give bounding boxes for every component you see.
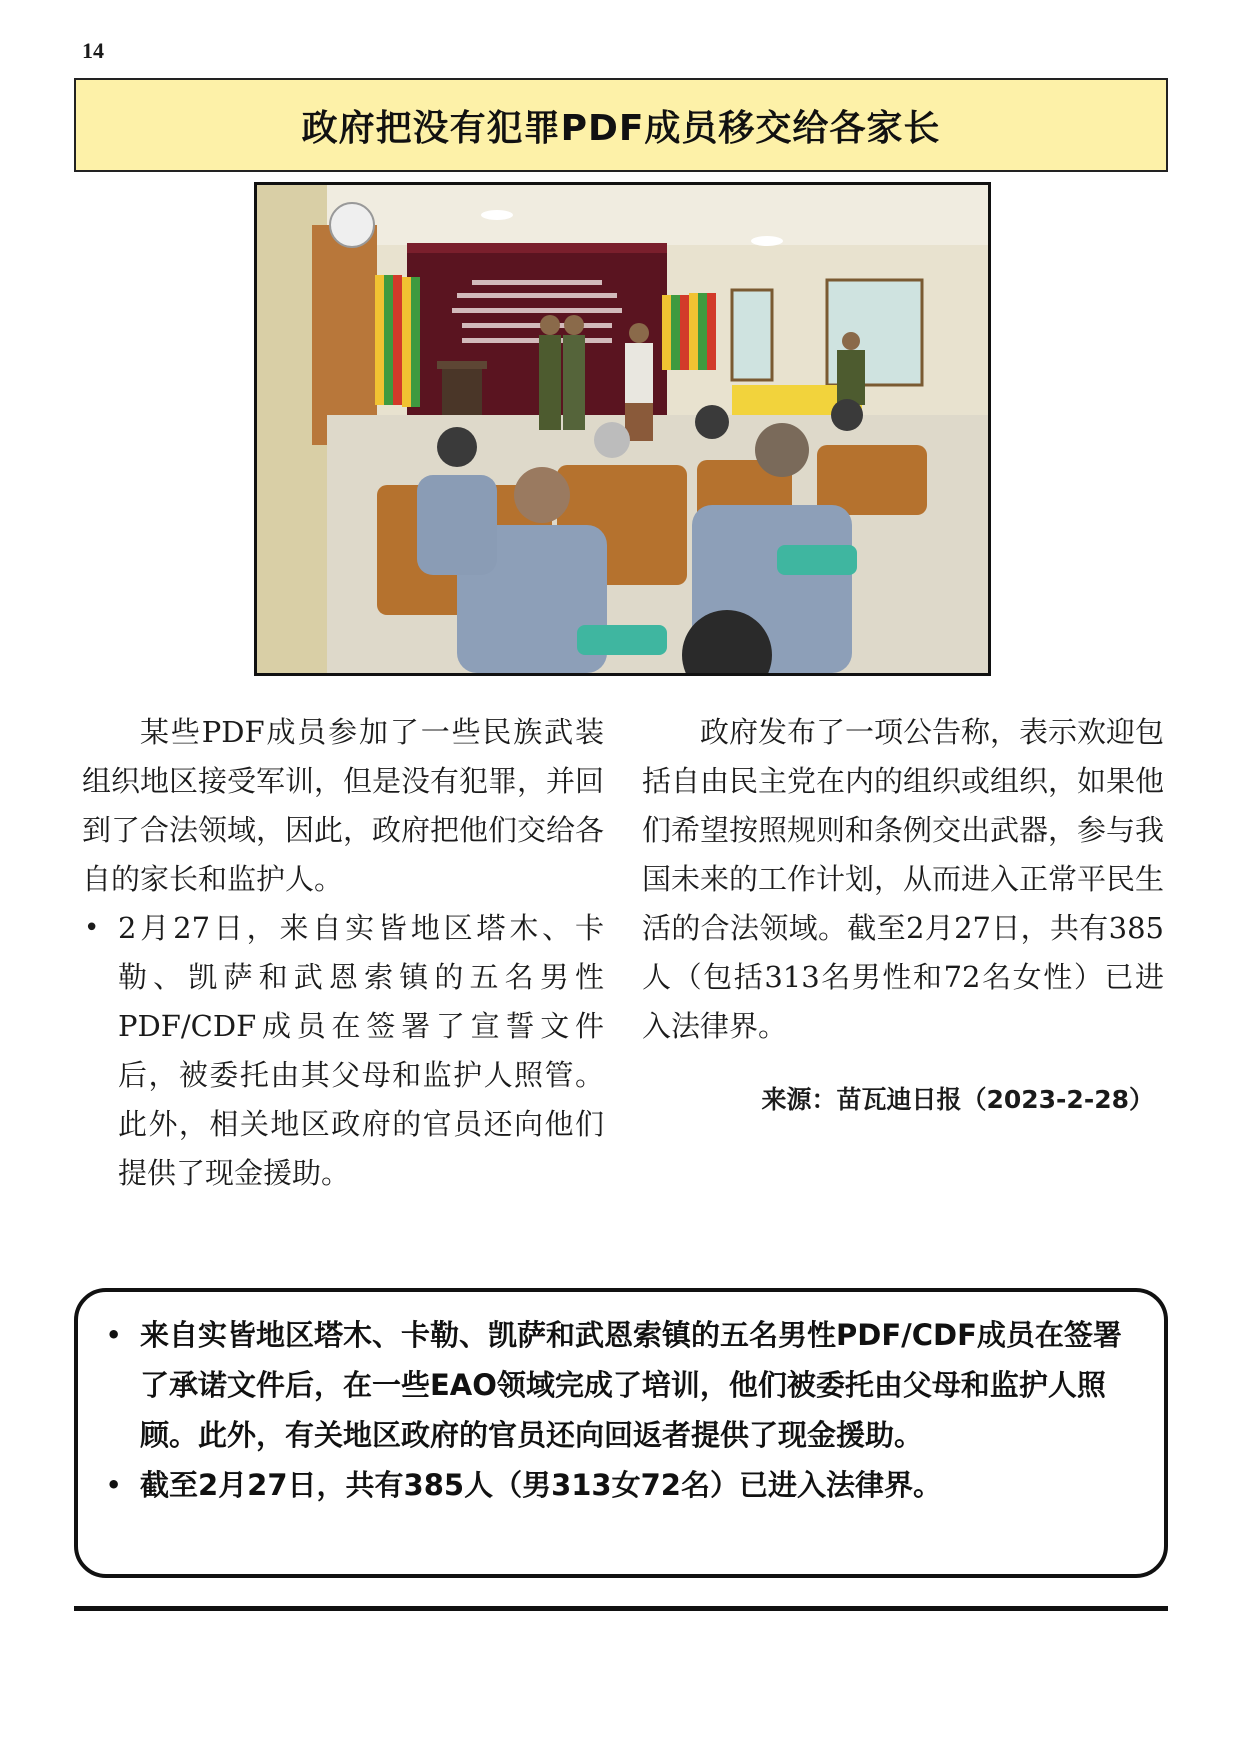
left-bullet-list bbox=[82, 904, 604, 1198]
page-title: 政府把没有犯罪PDF成员移交给各家长 bbox=[301, 107, 941, 149]
left-column bbox=[82, 708, 604, 1198]
summary-list bbox=[106, 1310, 1144, 1510]
photo-illustration bbox=[257, 185, 988, 673]
summary-item: • 来自实皆地区塔木、卡勒、凯萨和武恩索镇的五名男性PDF/CDF成员在签署了承诺文件后，在一些EAO领域完成了培训，他们被委托由父母和监护人照顾。此外，有关地区政府的官员还向回返者提供了现金援助。 bbox=[106, 1310, 1144, 1460]
announcement-paragraph: 政府发布了一项公告称，表示欢迎包括自由民主党在内的组织或组织，如果他们希望按照规则和条例交出武器，参与我国未来的工作计划，从而进入正常平民生活的合法领域。截至2月27日，共有385人（包括313名男性和72名女性）已进入法律界。 bbox=[642, 715, 1165, 1043]
handover-ceremony-photo bbox=[254, 182, 991, 676]
page-number: 14 bbox=[82, 38, 104, 63]
bottom-divider bbox=[74, 1606, 1168, 1611]
summary-box bbox=[74, 1288, 1168, 1578]
intro-paragraph: 某些PDF成员参加了一些民族武装组织地区接受军训，但是没有犯罪，并回到了合法领域，因此，政府把他们交给各自的家长和监护人。 bbox=[82, 715, 605, 896]
title-banner bbox=[74, 78, 1168, 172]
source-citation: 来源：苗瓦迪日报（2023-2-28） bbox=[761, 1085, 1154, 1114]
summary-item: • 截至2月27日，共有385人（男313女72名）已进入法律界。 bbox=[106, 1460, 1144, 1510]
right-column bbox=[642, 708, 1164, 1124]
list-item: • 2月27日，来自实皆地区塔木、卡勒、凯萨和武恩索镇的五名男性PDF/CDF成员在签署了宣誓文件后，被委托由其父母和监护人照管。此外，相关地区政府的官员还向他们提供了现金援助。 bbox=[82, 904, 604, 1198]
